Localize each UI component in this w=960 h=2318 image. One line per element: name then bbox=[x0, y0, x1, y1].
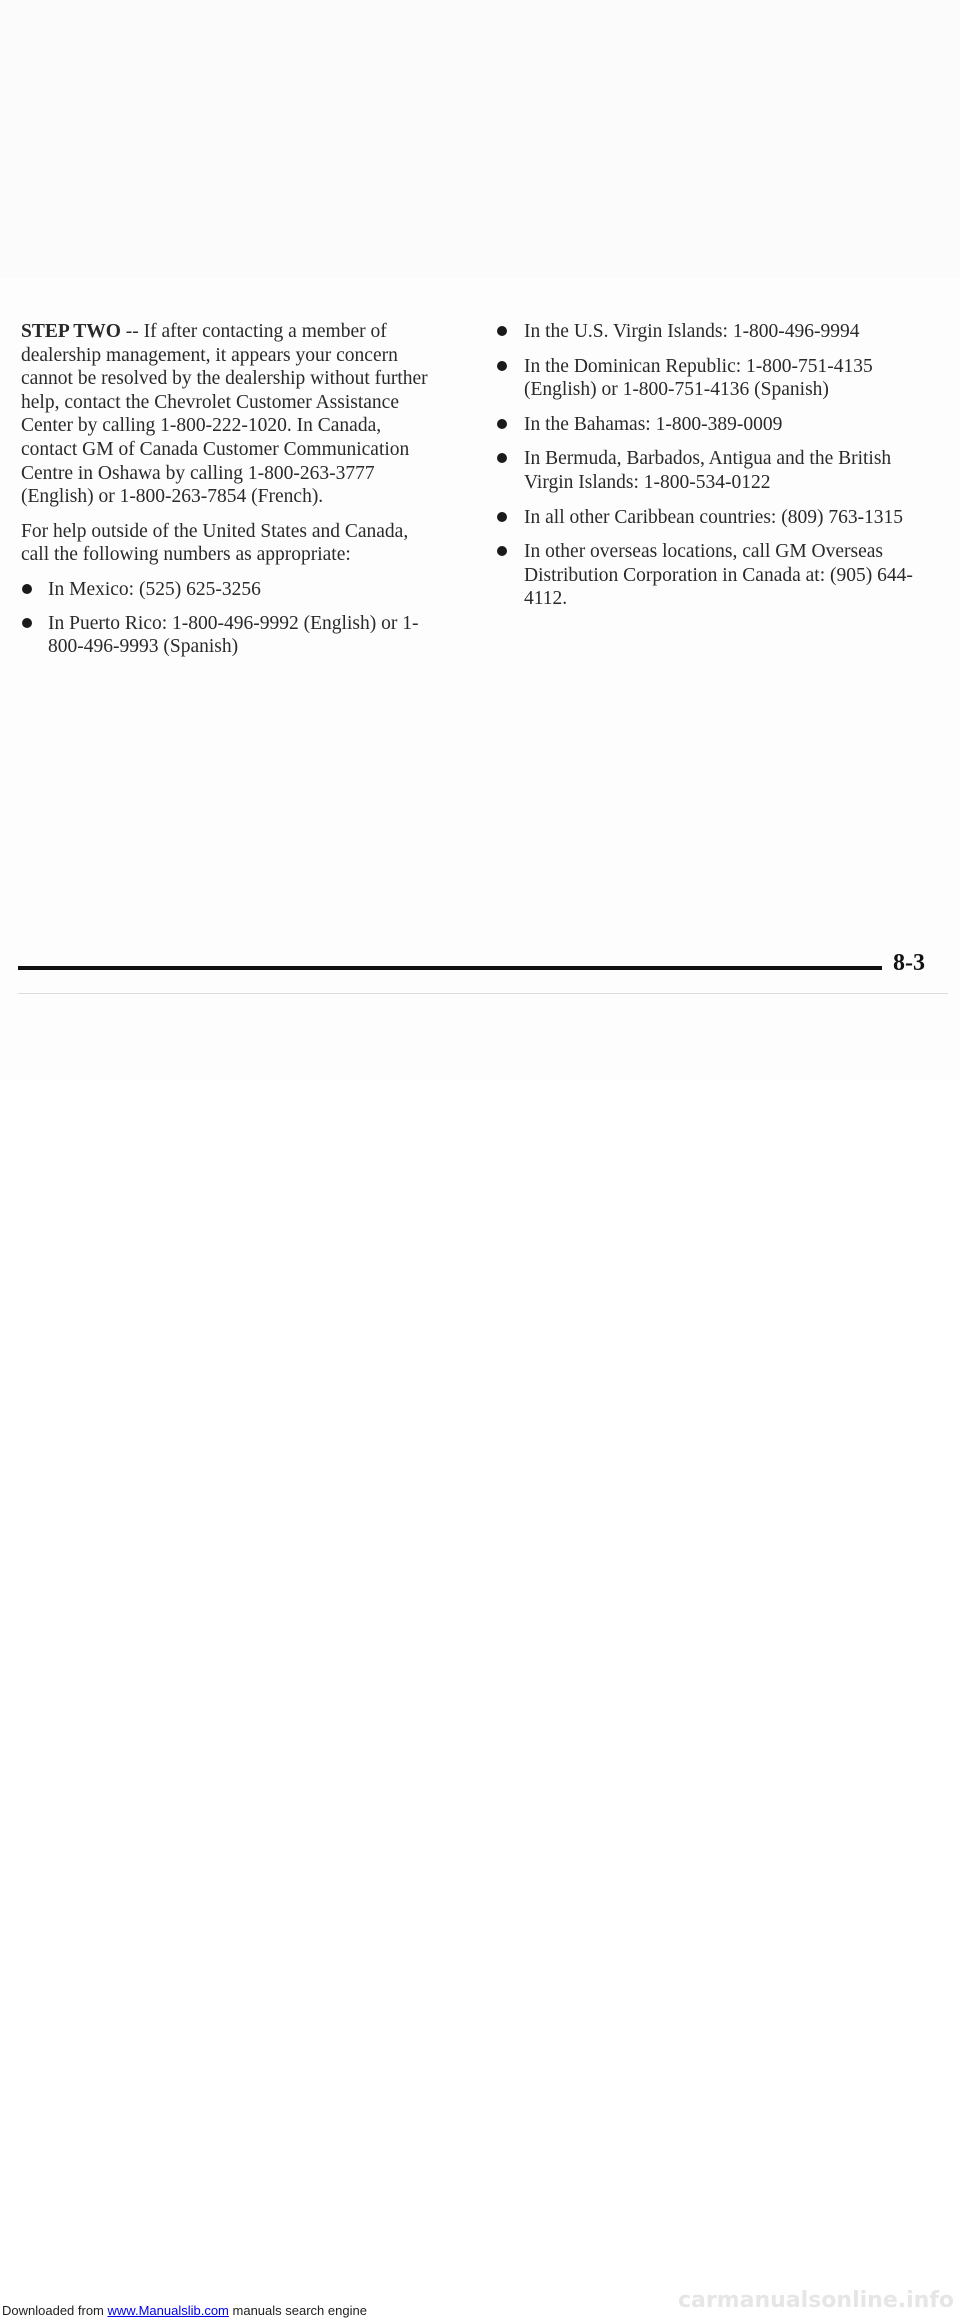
step-heading: STEP TWO bbox=[21, 321, 121, 342]
bullet-icon bbox=[497, 361, 507, 371]
page-rule bbox=[18, 966, 882, 970]
list-item: In the Bahamas: 1-800-389-0009 bbox=[496, 413, 926, 437]
page-number: 8-3 bbox=[893, 950, 925, 976]
download-credit bbox=[2, 2303, 367, 2318]
step-text: -- If after contacting a member of dealership management, it appears your concern cannot be resolved by the dealership without further help, contact the Chevrolet Customer Assistance Center by calling 1-800-222-1020. In Canada, contact GM of Canada Customer Communication Centre in Oshawa by calling 1-800-263-3777 (English) or 1-800-263-7854 (French). bbox=[21, 321, 428, 508]
right-column bbox=[496, 320, 926, 622]
blank-top-area bbox=[0, 0, 960, 278]
list-item: In Mexico: (525) 625-3256 bbox=[21, 578, 441, 602]
left-bullet-list bbox=[21, 578, 441, 659]
bullet-icon bbox=[497, 419, 507, 429]
bullet-icon bbox=[497, 326, 507, 336]
list-item: In Puerto Rico: 1-800-496-9992 (English) or 1-800-496-9993 (Spanish) bbox=[21, 612, 441, 659]
list-item: In Bermuda, Barbados, Antigua and the British Virgin Islands: 1-800-534-0122 bbox=[496, 447, 926, 494]
step-two-paragraph bbox=[21, 320, 441, 509]
right-bullet-list bbox=[496, 320, 926, 611]
watermark: carmanualsonline.info bbox=[678, 2288, 954, 2313]
bullet-icon bbox=[22, 584, 32, 594]
bullet-icon bbox=[497, 546, 507, 556]
thin-divider bbox=[18, 993, 948, 994]
list-item: In other overseas locations, call GM Overseas Distribution Corporation in Canada at: (905) 644-4112. bbox=[496, 540, 926, 611]
bullet-icon bbox=[497, 512, 507, 522]
bullet-icon bbox=[497, 453, 507, 463]
credit-suffix: manuals search engine bbox=[232, 2303, 367, 2318]
list-item: In the U.S. Virgin Islands: 1-800-496-9994 bbox=[496, 320, 926, 344]
credit-prefix: Downloaded from bbox=[2, 2303, 104, 2318]
intro-paragraph: For help outside of the United States and Canada, call the following numbers as appropriate: bbox=[21, 520, 409, 566]
bullet-icon bbox=[22, 618, 32, 628]
list-item: In all other Caribbean countries: (809) 763-1315 bbox=[496, 506, 926, 530]
manualslib-link[interactable]: www.Manualslib.com bbox=[107, 2303, 229, 2318]
manual-page bbox=[0, 0, 960, 1080]
left-column bbox=[21, 320, 441, 669]
list-item: In the Dominican Republic: 1-800-751-4135 (English) or 1-800-751-4136 (Spanish) bbox=[496, 355, 926, 402]
footer bbox=[0, 1080, 960, 2318]
